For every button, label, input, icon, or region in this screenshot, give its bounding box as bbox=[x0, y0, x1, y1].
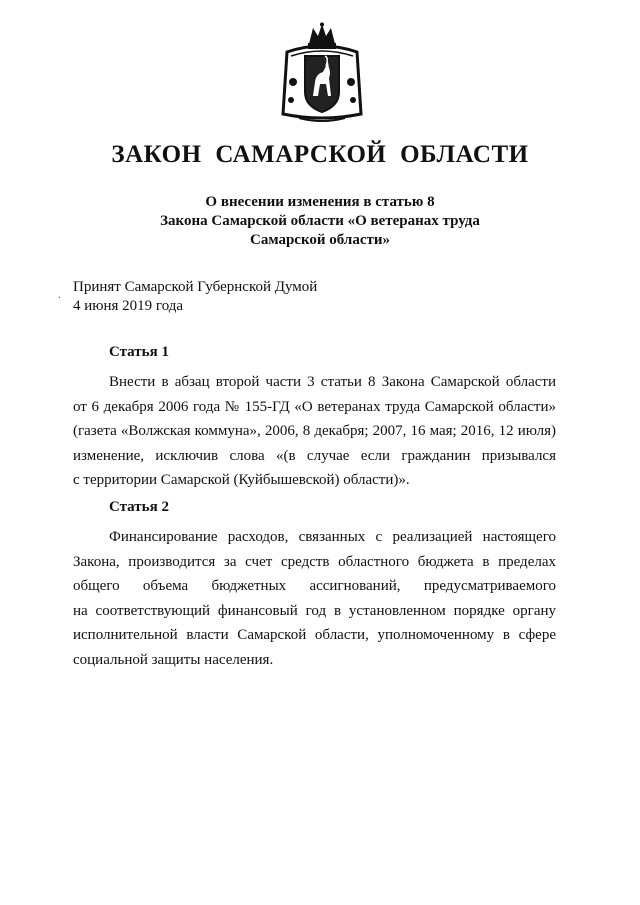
subtitle-line: Самарской области» bbox=[250, 232, 390, 248]
margin-mark: . bbox=[58, 290, 61, 301]
text-line: Закона, производится за счет средств областного бюджета в пределах bbox=[73, 553, 556, 570]
text-line: Внести в абзац второй части 3 статьи 8 Закона Самарской области bbox=[109, 374, 556, 390]
article-1-heading: Статья 1 bbox=[109, 344, 169, 360]
article-2-text bbox=[73, 525, 556, 672]
text-line: общего объема бюджетных ассигнований, предусматриваемого bbox=[73, 578, 556, 594]
text-line: исполнительной власти Самарской области, уполномоченному в сфере bbox=[73, 627, 556, 643]
subtitle-line: О внесении изменения в статью 8 bbox=[205, 194, 435, 210]
subtitle-line: Закона Самарской области «О ветеранах труда bbox=[160, 213, 480, 229]
text-line: изменение, исключив слова «(в случае если гражданин призывался bbox=[73, 447, 556, 464]
text-line: социальной защиты населения. bbox=[73, 651, 274, 668]
article-2-heading: Статья 2 bbox=[109, 499, 169, 515]
adoption-body: Принят Самарской Губернской Думой bbox=[73, 279, 318, 295]
document-subtitle bbox=[90, 193, 550, 250]
samara-coat-of-arms-icon bbox=[279, 22, 365, 124]
text-line: с территории Самарской (Куйбышевской) области)». bbox=[73, 472, 410, 488]
text-line: (газета «Волжская коммуна», 2006, 8 декабря; 2007, 16 мая; 2016, 12 июля) bbox=[73, 423, 556, 439]
adoption-note bbox=[73, 278, 317, 316]
text-line: Финансирование расходов, связанных с реализацией настоящего bbox=[109, 529, 556, 545]
text-line: на соответствующий финансовый год в установленном порядке органу bbox=[73, 602, 556, 619]
document-title: ЗАКОН САМАРСКОЙ ОБЛАСТИ bbox=[111, 141, 529, 168]
adoption-date: 4 июня 2019 года bbox=[73, 298, 184, 314]
article-1-text bbox=[73, 370, 556, 493]
text-line: от 6 декабря 2006 года № 155-ГД «О ветеранах труда Самарской области» bbox=[73, 398, 556, 415]
